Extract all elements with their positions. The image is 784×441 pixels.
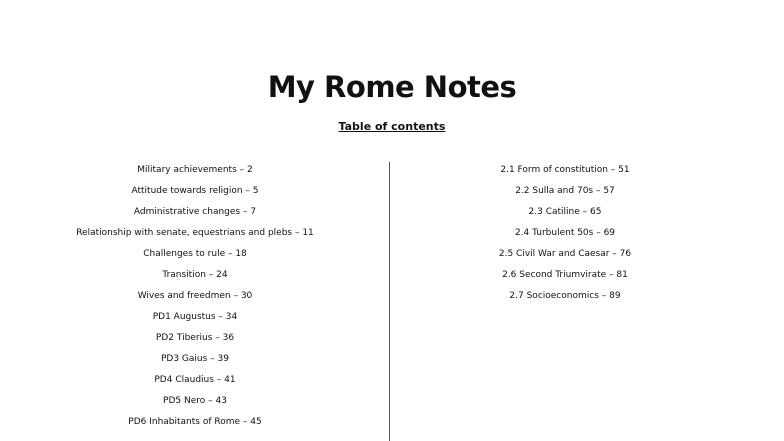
toc-entry: Military achievements – 2 — [137, 165, 253, 175]
page-title: My Rome Notes — [267, 70, 517, 104]
toc-left-column — [40, 160, 350, 433]
toc-entry: PD3 Gaius – 39 — [160, 354, 229, 364]
toc-entry: PD5 Nero – 43 — [163, 396, 227, 406]
toc-entry: PD2 Tiberius – 36 — [155, 333, 235, 343]
toc-entry: 2.1 Form of constitution – 51 — [500, 165, 630, 175]
toc-entry: 2.4 Turbulent 50s – 69 — [514, 228, 616, 238]
column-divider — [389, 162, 390, 441]
toc-entry: PD6 Inhabitants of Rome – 45 — [128, 417, 262, 427]
toc-entry: Attitude towards religion – 5 — [131, 186, 259, 196]
toc-heading: Table of contents — [338, 120, 446, 133]
toc-entry: Transition – 24 — [162, 270, 228, 280]
toc-right-column — [410, 160, 720, 307]
toc-entry: 2.7 Socioeconomics – 89 — [509, 291, 621, 301]
toc-entry: Challenges to rule – 18 — [143, 249, 247, 259]
toc-entry: 2.3 Catiline – 65 — [528, 207, 602, 217]
toc-entry: Wives and freedmen – 30 — [137, 291, 253, 301]
toc-entry: 2.6 Second Triumvirate – 81 — [502, 270, 628, 280]
toc-entry: PD4 Claudius – 41 — [154, 375, 236, 385]
toc-entry: 2.2 Sulla and 70s – 57 — [515, 186, 615, 196]
toc-entry: Relationship with senate, equestrians and plebs – 11 — [76, 228, 314, 238]
toc-entry: 2.5 Civil War and Caesar – 76 — [498, 249, 632, 259]
toc-entry: PD1 Augustus – 34 — [152, 312, 238, 322]
toc-entry: Administrative changes – 7 — [133, 207, 257, 217]
